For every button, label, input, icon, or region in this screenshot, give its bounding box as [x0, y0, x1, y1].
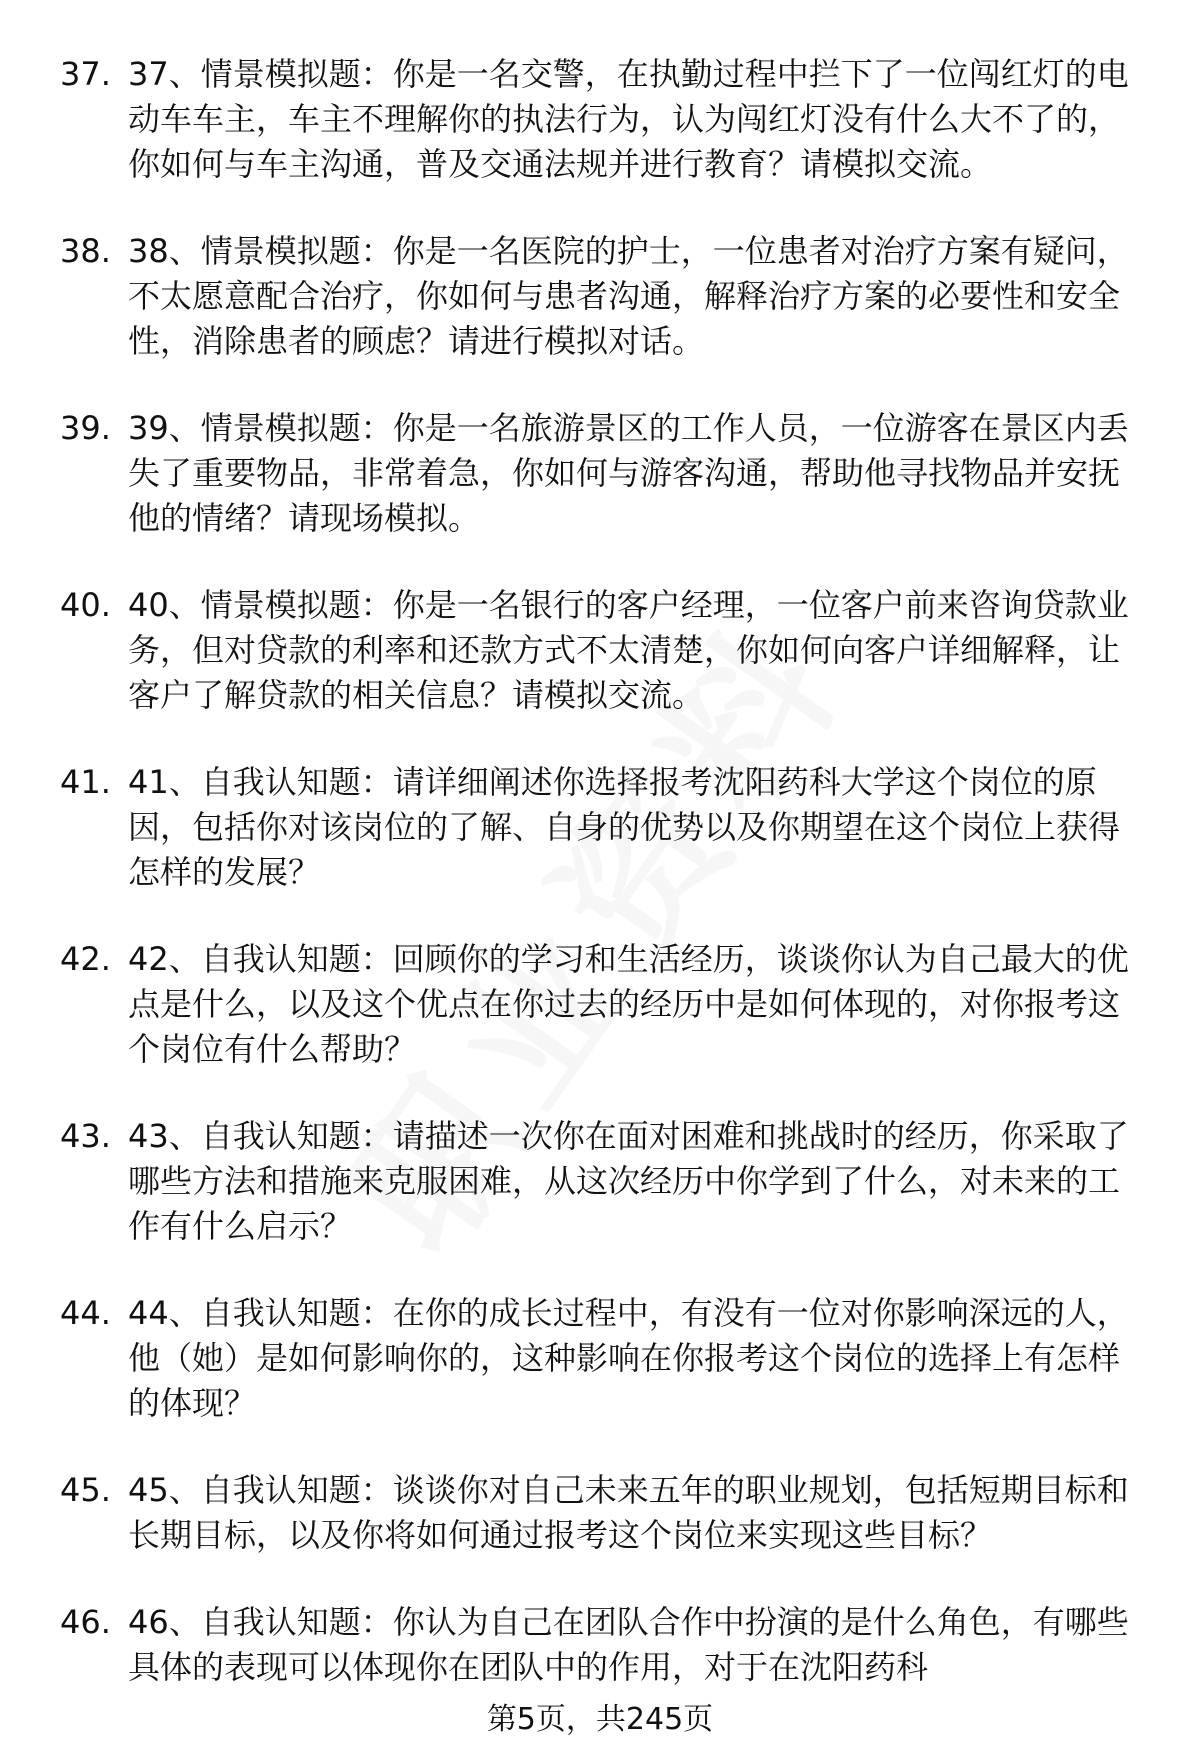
list-item: [60, 760, 1150, 895]
item-number: 37.: [60, 55, 111, 93]
item-number: 41.: [60, 763, 111, 801]
item-text: 39、情景模拟题：你是一名旅游景区的工作人员，一位游客在景区内丢失了重要物品，非常着急，你如何与游客沟通，帮助他寻找物品并安抚他的情绪？请现场模拟。: [128, 409, 1129, 537]
item-text: 41、自我认知题：请详细阐述你选择报考沈阳药科大学这个岗位的原因，包括你对该岗位的了解、自身的优势以及你期望在这个岗位上获得怎样的发展？: [128, 763, 1121, 891]
item-text: 40、情景模拟题：你是一名银行的客户经理，一位客户前来咨询贷款业务，但对贷款的利率和还款方式不太清楚，你如何向客户详细解释，让客户了解贷款的相关信息？请模拟交流。: [128, 586, 1129, 714]
list-item: [60, 1468, 1150, 1558]
item-number: 44.: [60, 1294, 111, 1332]
item-number: 43.: [60, 1117, 111, 1155]
page-footer: 第5页，共245页: [486, 1702, 714, 1737]
item-number: 38.: [60, 232, 111, 270]
item-text: 46、自我认知题：你认为自己在团队合作中扮演的是什么角色，有哪些具体的表现可以体现你在团队中的作用，对于在沈阳药科: [128, 1603, 1129, 1686]
list-item: [60, 229, 1150, 364]
item-text: 42、自我认知题：回顾你的学习和生活经历，谈谈你认为自己最大的优点是什么，以及这个优点在你过去的经历中是如何体现的，对你报考这个岗位有什么帮助？: [128, 940, 1129, 1068]
item-number: 45.: [60, 1471, 111, 1509]
item-number: 39.: [60, 409, 111, 447]
list-item: [60, 937, 1150, 1072]
item-text: 38、情景模拟题：你是一名医院的护士，一位患者对治疗方案有疑问，不太愿意配合治疗，你如何与患者沟通，解释治疗方案的必要性和安全性，消除患者的顾虑？请进行模拟对话。: [128, 232, 1129, 360]
item-text: 37、情景模拟题：你是一名交警，在执勤过程中拦下了一位闯红灯的电动车车主，车主不理解你的执法行为，认为闯红灯没有什么大不了的，你如何与车主沟通，普及交通法规并进行教育？请模拟交流。: [128, 55, 1129, 183]
item-number: 42.: [60, 940, 111, 978]
list-item: [60, 406, 1150, 541]
item-text: 45、自我认知题：谈谈你对自己未来五年的职业规划，包括短期目标和长期目标，以及你将如何通过报考这个岗位来实现这些目标？: [128, 1471, 1129, 1554]
list-item: [60, 1291, 1150, 1426]
item-text: 44、自我认知题：在你的成长过程中，有没有一位对你影响深远的人，他（她）是如何影响你的，这种影响在你报考这个岗位的选择上有怎样的体现？: [128, 1294, 1129, 1422]
item-text: 43、自我认知题：请描述一次你在面对困难和挑战时的经历，你采取了哪些方法和措施来克服困难，从这次经历中你学到了什么，对未来的工作有什么启示？: [128, 1117, 1129, 1245]
item-number: 40.: [60, 586, 111, 624]
list-item: [60, 1600, 1150, 1690]
list-item: [60, 583, 1150, 718]
list-item: [60, 52, 1150, 187]
question-list: [60, 52, 1150, 1732]
item-number: 46.: [60, 1603, 111, 1641]
list-item: [60, 1114, 1150, 1249]
